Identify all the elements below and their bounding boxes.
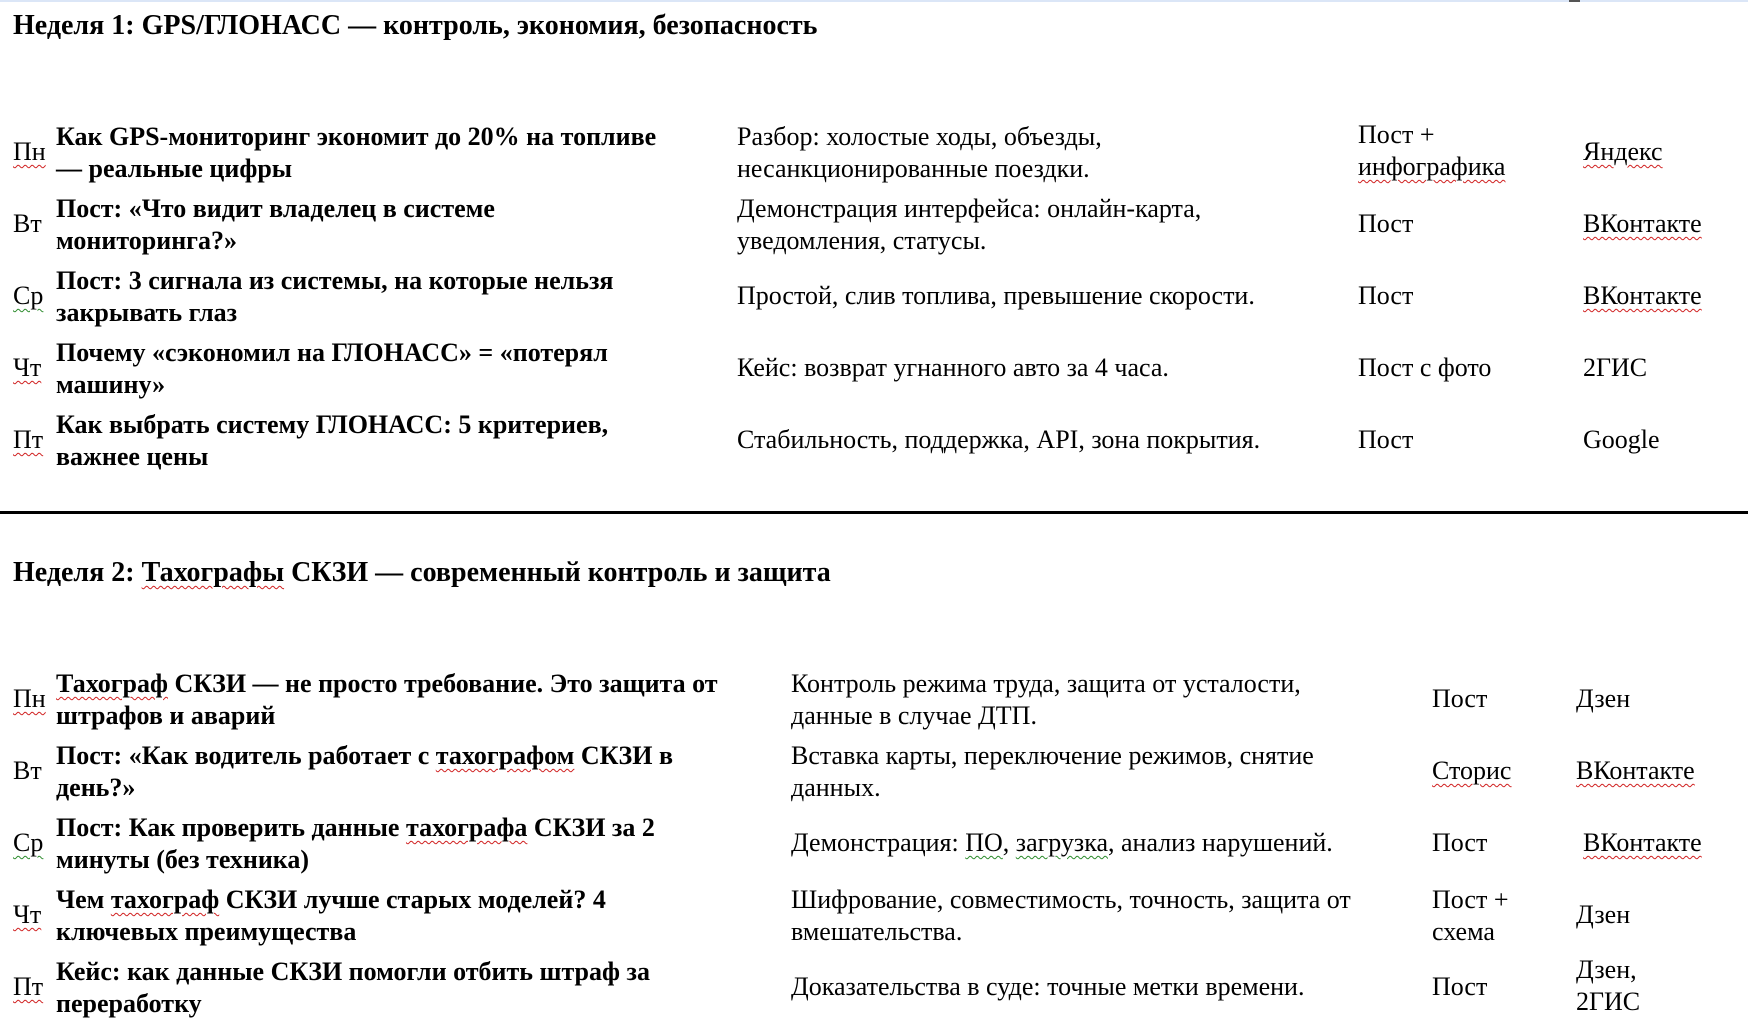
spellcheck-word: тахограф xyxy=(110,885,220,914)
title-text: СКЗИ лучше старых моделей? 4 xyxy=(219,885,606,914)
day-label: Чт xyxy=(13,353,42,382)
post-title-line-1 xyxy=(56,740,673,772)
post-format: Пост xyxy=(1358,425,1414,454)
platform xyxy=(1576,954,1640,1018)
post-description: Кейс: возврат угнанного авто за 4 часа. xyxy=(737,353,1169,382)
day-label: Пт xyxy=(13,972,44,1001)
day-label: Вт xyxy=(13,209,42,238)
post-description xyxy=(737,193,1201,257)
day-label: Ср xyxy=(13,828,44,857)
title-text: Чем xyxy=(56,885,111,914)
post-title-line-2: штрафов и аварий xyxy=(56,701,276,730)
post-title-line-1: Пост: 3 сигнала из системы, на которые нельзя xyxy=(56,266,614,295)
format-line-2: схема xyxy=(1432,917,1495,946)
spellcheck-word: Тахограф xyxy=(56,669,168,698)
week-1-row-mon xyxy=(0,121,1748,193)
day-label: Ср xyxy=(13,281,44,310)
heading-spellcheck-word: Тахографы xyxy=(141,557,285,588)
post-title-line-2: минуты (без техника) xyxy=(56,845,310,874)
spellcheck-word: тахографа xyxy=(405,813,528,842)
post-format: Пост с фото xyxy=(1358,353,1492,382)
page-top-edge xyxy=(0,0,1748,2)
post-title-line-1 xyxy=(56,884,606,916)
post-title-line-2: закрывать глаз xyxy=(56,298,238,327)
platform: ВКонтакте xyxy=(1576,756,1695,785)
post-title-line-1 xyxy=(56,812,655,844)
format-line-1: Пост + xyxy=(1358,120,1435,149)
description-text: , xyxy=(1002,828,1016,857)
heading-suffix: СКЗИ — современный контроль и защита xyxy=(284,557,831,588)
description-line-1: Демонстрация интерфейса: онлайн-карта, xyxy=(737,194,1202,223)
post-description xyxy=(791,884,1351,948)
spellcheck-word: загрузка xyxy=(1015,828,1108,857)
title-text: СКЗИ — не просто требование. Это защита от xyxy=(167,669,718,698)
platform-line-2: 2ГИС xyxy=(1576,987,1641,1016)
week-1-row-wed xyxy=(0,265,1748,337)
post-format: Сторис xyxy=(1432,756,1512,785)
heading-prefix: Неделя 2: xyxy=(13,557,142,588)
post-title xyxy=(56,740,673,804)
platform: ВКонтакте xyxy=(1583,828,1702,857)
ruler-marker xyxy=(1569,0,1580,2)
post-description xyxy=(791,668,1301,732)
description-text: , анализ нарушений. xyxy=(1107,828,1333,857)
description-line-2: вмешательства. xyxy=(791,917,963,946)
post-title xyxy=(56,121,656,185)
week-2-heading xyxy=(13,557,831,589)
post-format xyxy=(1358,119,1505,183)
week-1-row-fri xyxy=(0,409,1748,481)
post-format: Пост xyxy=(1432,684,1488,713)
post-title xyxy=(56,884,606,948)
description-line-1: Разбор: холостые ходы, объезды, xyxy=(737,122,1102,151)
post-title-line-1: Как GPS-мониторинг экономит до 20% на топливе xyxy=(56,122,657,151)
day-label: Пн xyxy=(13,684,46,713)
description-line-2: данные в случае ДТП. xyxy=(791,701,1037,730)
post-format: Пост xyxy=(1432,828,1488,857)
post-description: Простой, слив топлива, превышение скорости. xyxy=(737,281,1255,310)
section-divider xyxy=(0,511,1748,514)
post-title-line-2: переработку xyxy=(56,989,202,1018)
post-description: Стабильность, поддержка, API, зона покрытия. xyxy=(737,425,1261,454)
platform: Дзен xyxy=(1576,900,1631,929)
spellcheck-word: ПО xyxy=(965,828,1003,857)
platform: ВКонтакте xyxy=(1583,281,1702,310)
description-line-2: уведомления, статусы. xyxy=(737,226,987,255)
format-line-1: Пост + xyxy=(1432,885,1509,914)
description-line-1: Контроль режима труда, защита от усталости, xyxy=(791,669,1301,698)
week-2-row-wed xyxy=(0,812,1748,884)
post-description: Доказательства в суде: точные метки времени. xyxy=(791,972,1305,1001)
post-title-line-1: Как выбрать систему ГЛОНАСС: 5 критериев, xyxy=(56,410,609,439)
platform: ВКонтакте xyxy=(1583,209,1702,238)
week-2-row-tue xyxy=(0,740,1748,812)
post-format xyxy=(1432,884,1509,948)
post-description xyxy=(791,827,1333,859)
post-title-line-1: Почему «сэкономил на ГЛОНАСС» = «потерял xyxy=(56,338,608,367)
description-line-1: Вставка карты, переключение режимов, снятие xyxy=(791,741,1314,770)
day-label: Вт xyxy=(13,756,42,785)
post-title xyxy=(56,956,650,1020)
week-2-row-fri xyxy=(0,956,1748,1028)
post-format: Пост xyxy=(1358,281,1414,310)
platform-line-1: Дзен, xyxy=(1576,955,1637,984)
post-description xyxy=(737,121,1102,185)
post-title-line-1 xyxy=(56,668,718,700)
post-title xyxy=(56,337,608,401)
description-line-2: несанкционированные поездки. xyxy=(737,154,1090,183)
post-description xyxy=(791,740,1314,804)
post-title-line-2: важнее цены xyxy=(56,442,209,471)
title-text: Пост: «Как водитель работает с xyxy=(56,741,436,770)
post-title xyxy=(56,812,655,876)
post-title-line-2: ключевых преимущества xyxy=(56,917,357,946)
post-title-line-2: машину» xyxy=(56,370,166,399)
week-2-row-thu xyxy=(0,884,1748,956)
post-title-line-1: Пост: «Что видит владелец в системе xyxy=(56,194,495,223)
post-format: Пост xyxy=(1358,209,1414,238)
platform: 2ГИС xyxy=(1583,353,1648,382)
platform: Яндекс xyxy=(1583,137,1663,166)
title-text: СКЗИ в xyxy=(574,741,673,770)
post-format: Пост xyxy=(1432,972,1488,1001)
post-title xyxy=(56,265,614,329)
post-title-line-2: мониторинга?» xyxy=(56,226,237,255)
week-1-heading: Неделя 1: GPS/ГЛОНАСС — контроль, экономия, безопасность xyxy=(13,10,818,41)
post-title xyxy=(56,668,718,732)
post-title-line-2: — реальные цифры xyxy=(56,154,293,183)
week-1-row-tue xyxy=(0,193,1748,265)
platform: Дзен xyxy=(1576,684,1631,713)
post-title-line-2: день?» xyxy=(56,773,136,802)
post-title xyxy=(56,409,608,473)
description-line-1: Шифрование, совместимость, точность, защита от xyxy=(791,885,1351,914)
title-text: Пост: Как проверить данные xyxy=(56,813,406,842)
week-1-row-thu xyxy=(0,337,1748,409)
format-line-2: инфографика xyxy=(1358,152,1506,181)
title-text: СКЗИ за 2 xyxy=(527,813,655,842)
week-2-row-mon xyxy=(0,668,1748,740)
description-line-2: данных. xyxy=(791,773,881,802)
description-text: Демонстрация: xyxy=(791,828,966,857)
day-label: Чт xyxy=(13,900,42,929)
spellcheck-word: тахографом xyxy=(435,741,575,770)
platform: Google xyxy=(1583,425,1660,454)
post-title xyxy=(56,193,495,257)
day-label: Пн xyxy=(13,137,46,166)
day-label: Пт xyxy=(13,425,44,454)
post-title-line-1: Кейс: как данные СКЗИ помогли отбить штраф за xyxy=(56,957,650,986)
